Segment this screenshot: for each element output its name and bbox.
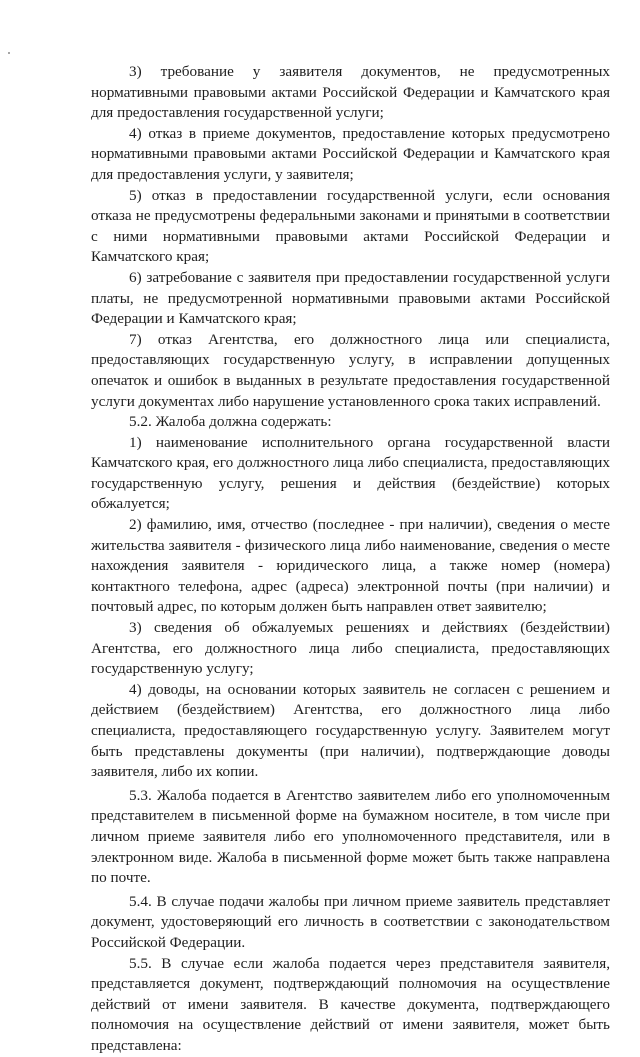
paragraph-complaint-item-1: 1) наименование исполнительного органа государственной власти Камчатского края, его должностного лица либо специалиста, предоставляющих государственную услугу, решения и действия (бездействие) которых обжалуется; (91, 433, 610, 513)
paragraph-complaint-item-2: 2) фамилию, имя, отчество (последнее - при наличии), сведения о месте жительства заявителя - физического лица либо наименование, сведения о месте нахождения заявителя - юридического лица, а также номер (номера) контактного телефона, адрес (адреса) электронной почты (при наличии) и почтовый адрес, по которым должен быть направлен ответ заявителю; (91, 516, 610, 616)
document-body (91, 62, 610, 1057)
paragraph-complaint-item-4: 4) доводы, на основании которых заявитель не согласен с решением и действием (бездействием) Агентства, его должностного лица либо специалиста, предоставляющего государственную услугу. Заявителем могут быть представлены документы (при наличии), подтверждающие доводы заявителя, либо их копии. (91, 680, 610, 781)
paragraph-item-7-correction-refusal: 7) отказ Агентства, его должностного лица или специалиста, предоставляющих государственную услугу, в исправлении допущенных опечаток и ошибок в выданных в результате предоставления государственной услуги документах либо нарушение установленного срока таких исправлений. (91, 330, 610, 410)
paragraph-item-3-requirement: 3) требование у заявителя документов, не предусмотренных нормативными правовыми актами Российской Федерации и Камчатского края для предоставления государственной услуги; (91, 63, 610, 122)
paragraph-item-4-refusal-documents: 4) отказ в приеме документов, предоставление которых предусмотрено нормативными правовыми актами Российской Федерации и Камчатского края для предоставления услуги, у заявителя; (91, 124, 610, 183)
paragraph-item-5-refusal-service: 5) отказ в предоставлении государственной услуги, если основания отказа не предусмотрены федеральными законами и принятыми в соответствии с ними нормативными правовыми актами Российской Федерации и Камчатского края; (91, 186, 610, 266)
paragraph-section-5-3: 5.3. Жалоба подается в Агентство заявителем либо его уполномоченным представителем в письменной форме на бумажном носителе, в том числе при личном приеме заявителя либо его уполномоченного представителя, или в электронном виде. Жалоба в письменной форме может быть также направлена по почте. (91, 786, 610, 887)
section-heading-5-2: 5.2. Жалоба должна содержать: (129, 413, 332, 431)
paragraph-complaint-item-3: 3) сведения об обжалуемых решениях и действиях (бездействии) Агентства, его должностного лица либо специалиста, предоставляющих государственную услугу; (91, 619, 610, 678)
paragraph-item-6-fee-demand: 6) затребование с заявителя при предоставлении государственной услуги платы, не предусмотренной нормативными правовыми актами Российской Федерации и Камчатского края; (91, 268, 610, 328)
paragraph-section-5-5: 5.5. В случае если жалоба подается через представителя заявителя, представляется документ, подтверждающий полномочия на осуществление действий от имени заявителя. В качестве документа, подтверждающего полномочия на осуществление действий от имени заявителя, может быть представлена: (91, 954, 610, 1054)
paragraph-section-5-4: 5.4. В случае подачи жалобы при личном приеме заявитель представляет документ, удостоверяющий его личность в соответствии с законодательством Российской Федерации. (91, 892, 610, 951)
scan-speck (8, 52, 10, 54)
